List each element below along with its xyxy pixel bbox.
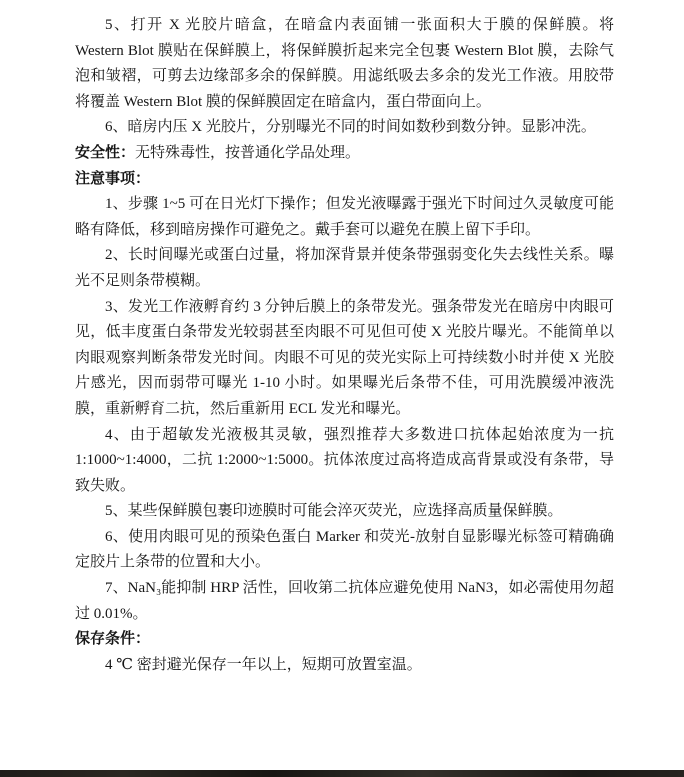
note-item-7: 7、NaN₃能抑制 HRP 活性，回收第二抗体应避免使用 NaN3，如必需使用勿超过 0.01%。 <box>75 580 614 622</box>
step-paragraph-6: 6、暗房内压 X 光胶片，分别曝光不同的时间如数秒到数分钟。显影冲洗。 <box>105 119 596 136</box>
note-item-3: 3、发光工作液孵育约 3 分钟后膜上的条带发光。强条带发光在暗房中肉眼可见，低丰度蛋白条带发光较弱甚至肉眼不可见但可使 X 光胶片曝光。不能简单以肉眼观察判断条带发光时间。肉眼不可见的荧光实际上可持续数小时并使 X 光胶片感光，因而弱带可曝光 1-10 小时。如果曝光后条带不佳，可用洗膜缓冲液洗膜，重新孵育二抗，然后重新用 ECL 发光和曝光。 <box>75 298 614 417</box>
note-item-4: 4、由于超敏发光液极其灵敏，强烈推荐大多数进口抗体起始浓度为一抗 1:1000~1:4000，二抗 1:2000~1:5000。抗体浓度过高将造成高背景或没有条带，导致失败。 <box>75 426 614 494</box>
step-paragraph-5: 5、打开 X 光胶片暗盒，在暗盒内表面铺一张面积大于膜的保鲜膜。将 Western Blot 膜贴在保鲜膜上，将保鲜膜折起来完全包裹 Western Blot 膜，去除气泡和皱褶，可剪去边缘部多余的保鲜膜。用滤纸吸去多余的发光工作液。用胶带将覆盖 Western Blot 膜的保鲜膜固定在暗盒内，蛋白带面向上。 <box>75 17 614 110</box>
scan-edge-artifact <box>0 770 684 777</box>
storage-text: 4 ℃ 密封避光保存一年以上，短期可放置室温。 <box>105 656 422 673</box>
safety-text: 无特殊毒性，按普通化学品处理。 <box>135 144 361 161</box>
document-content <box>75 13 614 678</box>
notes-heading: 注意事项： <box>75 170 151 187</box>
note-item-2: 2、长时间曝光或蛋白过量，将加深背景并使条带强弱变化失去线性关系。曝光不足则条带模糊。 <box>75 247 614 289</box>
note-item-1: 1、步骤 1~5 可在日光灯下操作；但发光液曝露于强光下时间过久灵敏度可能略有降低，移到暗房操作可避免之。戴手套可以避免在膜上留下手印。 <box>75 196 614 238</box>
safety-label: 安全性： <box>75 144 136 161</box>
note-item-6: 6、使用肉眼可见的预染色蛋白 Marker 和荧光-放射自显影曝光标签可精确确定胶片上条带的位置和大小。 <box>75 528 614 571</box>
storage-heading: 保存条件： <box>75 631 151 648</box>
safety-paragraph <box>75 141 614 167</box>
note-item-5: 5、某些保鲜膜包裹印迹膜时可能会淬灭荧光，应选择高质量保鲜膜。 <box>105 503 563 520</box>
